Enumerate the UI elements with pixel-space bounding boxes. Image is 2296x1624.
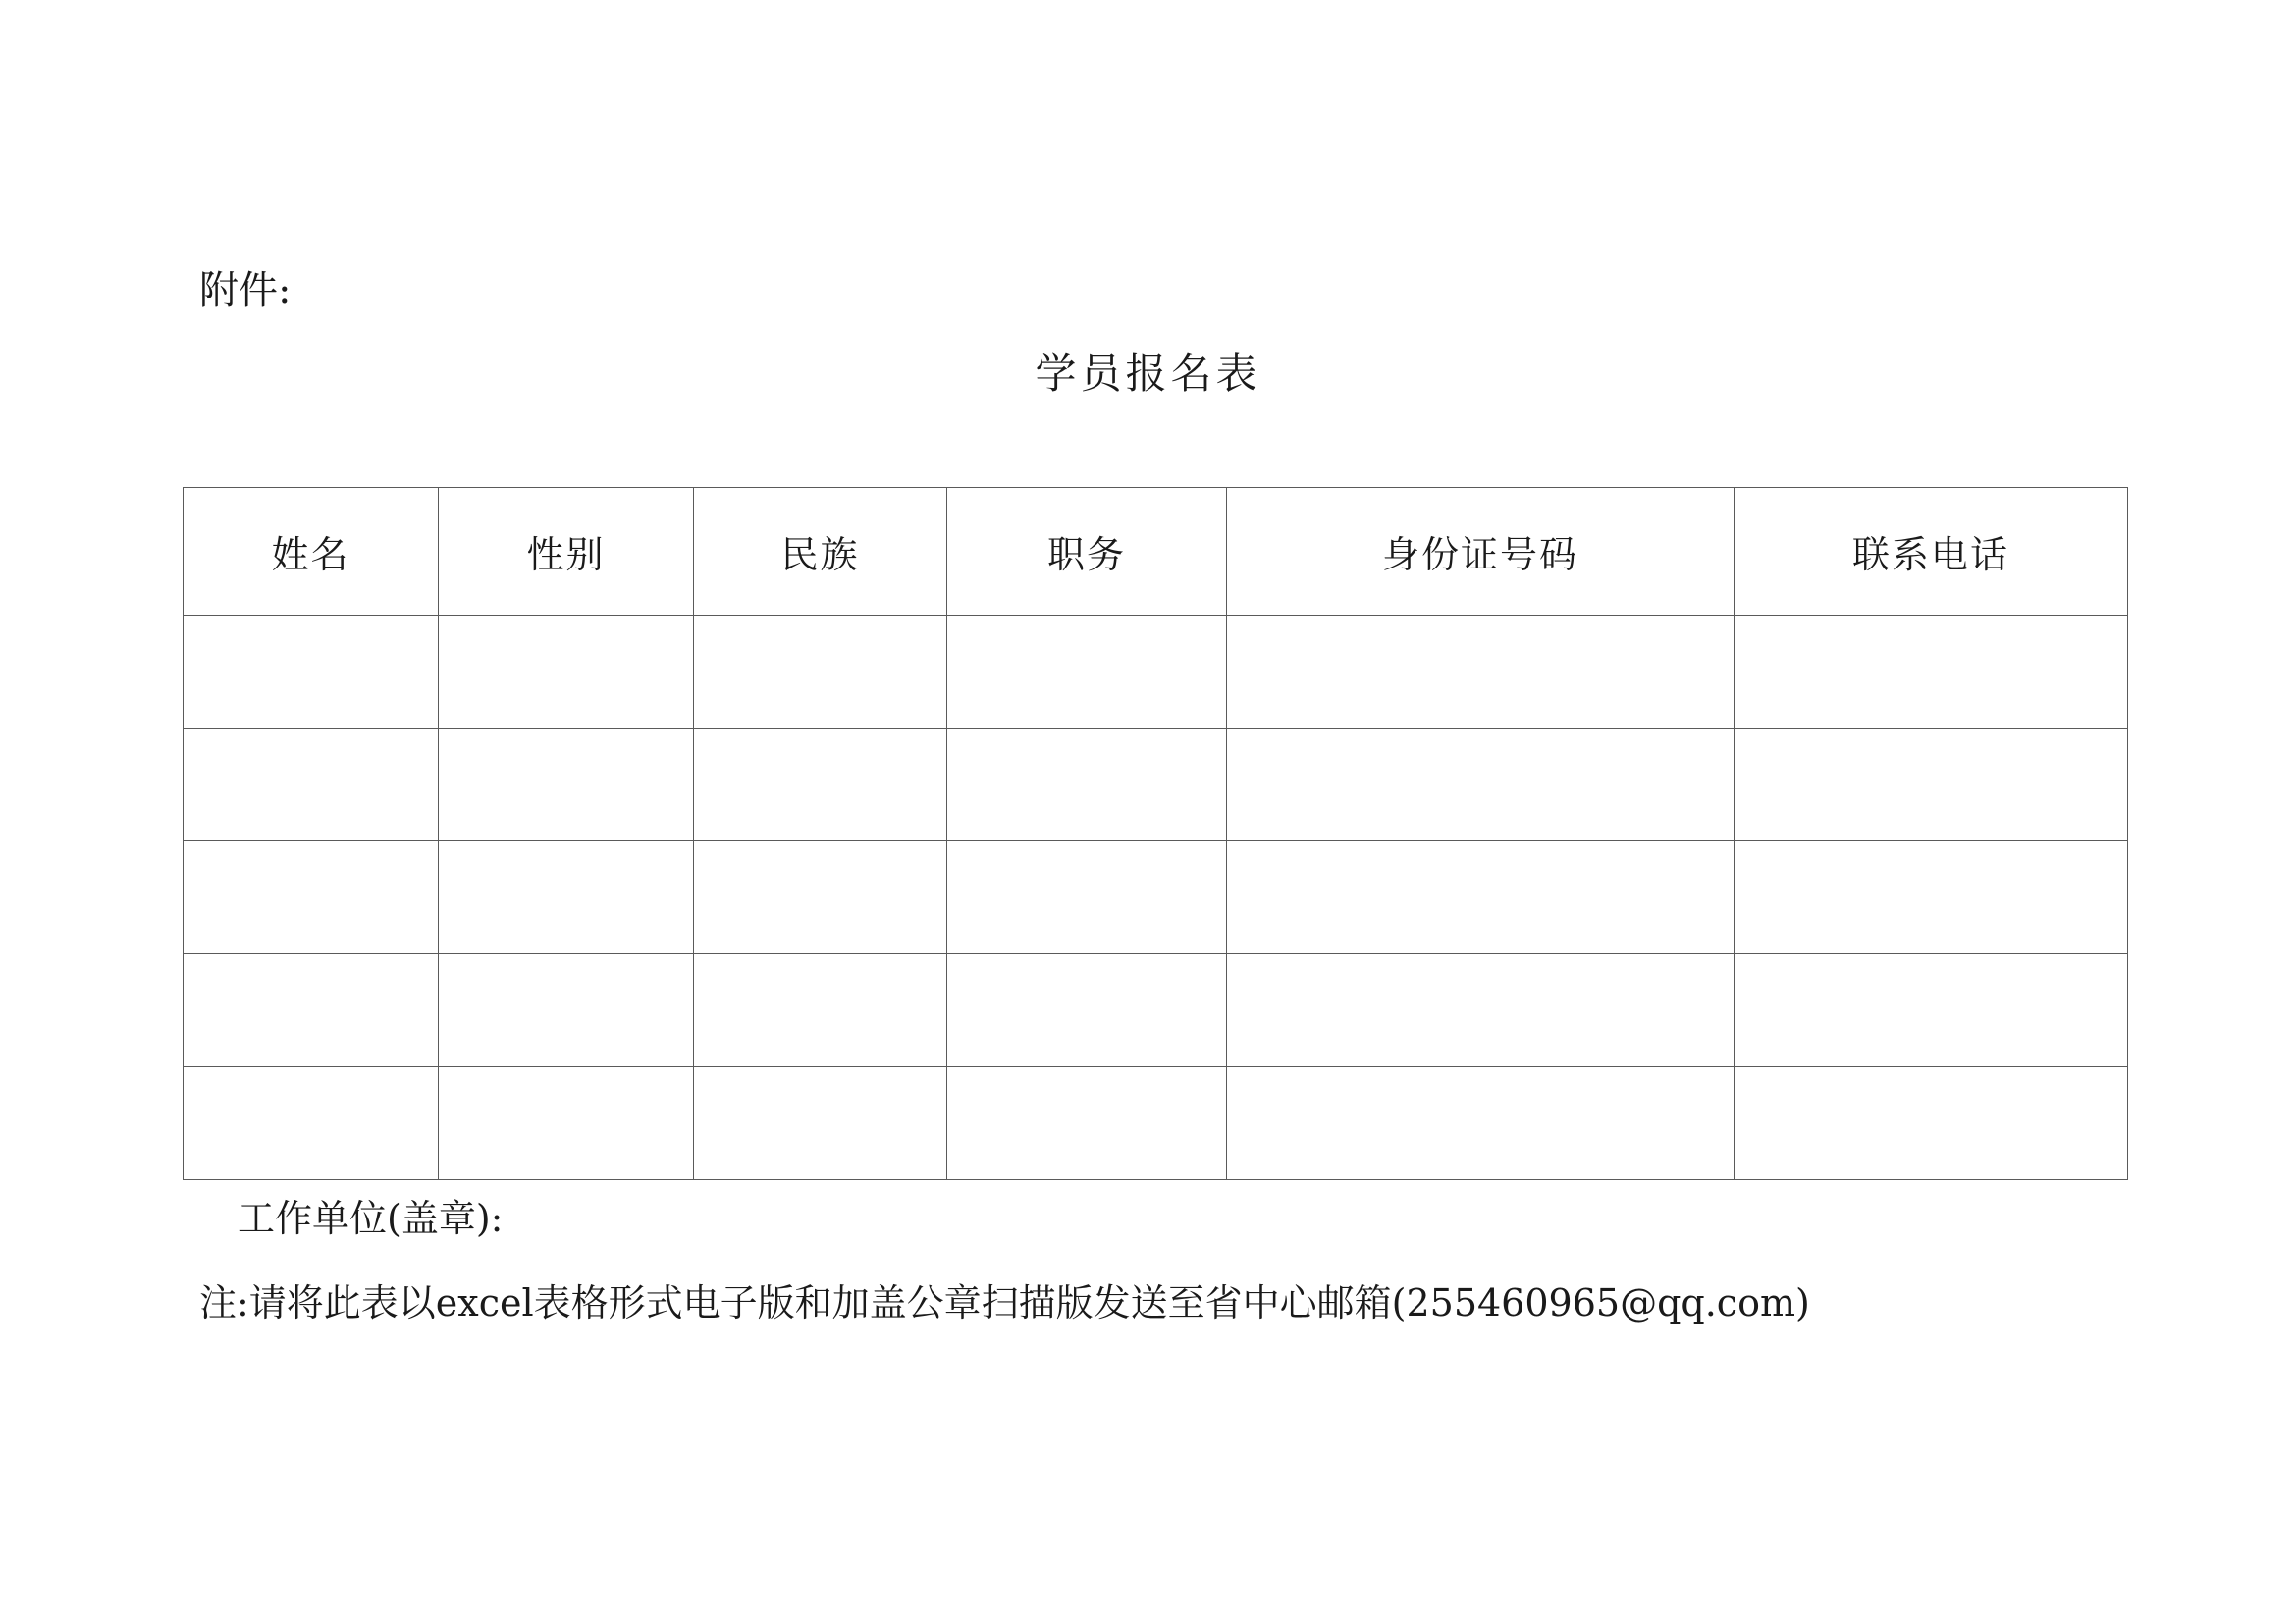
header-phone: 联系电话 xyxy=(1735,488,2128,616)
table-row xyxy=(184,616,2128,729)
header-id-number: 身份证号码 xyxy=(1227,488,1735,616)
cell-gender[interactable] xyxy=(439,954,694,1067)
table-row xyxy=(184,954,2128,1067)
cell-ethnicity[interactable] xyxy=(694,954,947,1067)
table-row xyxy=(184,1067,2128,1180)
cell-name[interactable] xyxy=(184,616,439,729)
cell-phone[interactable] xyxy=(1735,954,2128,1067)
cell-position[interactable] xyxy=(947,616,1227,729)
cell-id-number[interactable] xyxy=(1227,841,1735,954)
cell-phone[interactable] xyxy=(1735,729,2128,841)
cell-gender[interactable] xyxy=(439,729,694,841)
cell-name[interactable] xyxy=(184,954,439,1067)
form-title: 学员报名表 xyxy=(1035,350,1261,398)
cell-position[interactable] xyxy=(947,1067,1227,1180)
cell-id-number[interactable] xyxy=(1227,1067,1735,1180)
cell-phone[interactable] xyxy=(1735,841,2128,954)
table-row xyxy=(184,729,2128,841)
header-gender: 性别 xyxy=(439,488,694,616)
cell-name[interactable] xyxy=(184,729,439,841)
cell-gender[interactable] xyxy=(439,616,694,729)
cell-ethnicity[interactable] xyxy=(694,1067,947,1180)
cell-ethnicity[interactable] xyxy=(694,729,947,841)
cell-id-number[interactable] xyxy=(1227,729,1735,841)
cell-phone[interactable] xyxy=(1735,616,2128,729)
cell-position[interactable] xyxy=(947,729,1227,841)
cell-name[interactable] xyxy=(184,841,439,954)
cell-name[interactable] xyxy=(184,1067,439,1180)
cell-id-number[interactable] xyxy=(1227,954,1735,1067)
cell-gender[interactable] xyxy=(439,1067,694,1180)
registration-table xyxy=(183,487,2128,1180)
cell-position[interactable] xyxy=(947,841,1227,954)
cell-id-number[interactable] xyxy=(1227,616,1735,729)
header-position: 职务 xyxy=(947,488,1227,616)
cell-ethnicity[interactable] xyxy=(694,616,947,729)
header-ethnicity: 民族 xyxy=(694,488,947,616)
cell-position[interactable] xyxy=(947,954,1227,1067)
work-unit-label: 工作单位(盖章): xyxy=(238,1197,504,1240)
cell-ethnicity[interactable] xyxy=(694,841,947,954)
header-name: 姓名 xyxy=(184,488,439,616)
submission-note: 注:请将此表以excel表格形式电子版和加盖公章扫描版发送至省中心邮箱(255460965@qq.com) xyxy=(199,1281,1810,1325)
table-row xyxy=(184,841,2128,954)
cell-gender[interactable] xyxy=(439,841,694,954)
attachment-label: 附件: xyxy=(199,268,292,313)
table-header-row xyxy=(184,488,2128,616)
cell-phone[interactable] xyxy=(1735,1067,2128,1180)
